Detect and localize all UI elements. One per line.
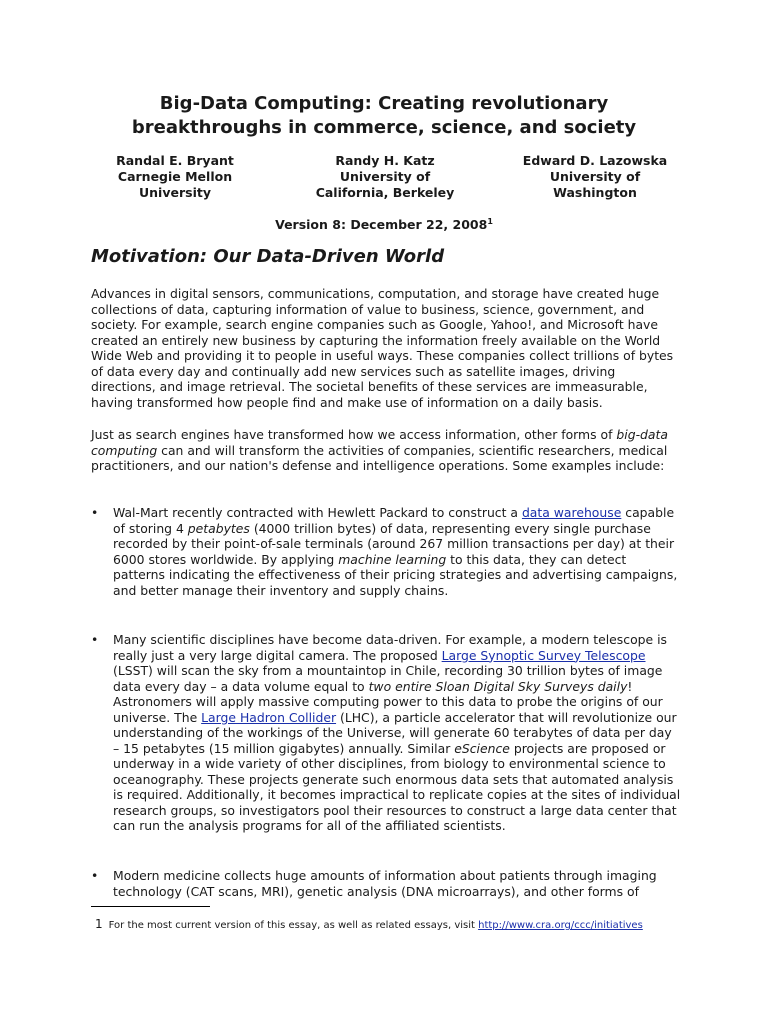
version-text: Version 8: December 22, 2008: [275, 217, 488, 233]
emphasis-text: big-data computing: [91, 427, 668, 458]
emphasis-text: eScience: [454, 740, 510, 756]
section-heading: Motivation: Our Data-Driven World: [91, 246, 445, 267]
list-item-walmart: [91, 505, 681, 598]
footnote-number: 1: [95, 917, 103, 931]
author-block: [295, 153, 475, 201]
emphasis-text: machine learning: [338, 551, 447, 567]
link-lhc[interactable]: Large Hadron Collider: [201, 709, 337, 725]
version-line: [0, 217, 768, 232]
author-list: [85, 153, 685, 201]
list-item-text: [113, 632, 681, 834]
paragraph-text: Many scientific disciplines have become data-driven. For example, a modern telescope is really just a very large digital camera. The proposed: [113, 632, 667, 663]
footnote-text: For the most current version of this essay, as well as related essays, visit: [108, 920, 479, 931]
author-affiliation: California, Berkeley: [315, 185, 455, 200]
paragraph-text: (4000 trillion bytes) of data, representing every single purchase recorded by their point-of-sale terminals (around 267 million transactions per day) at their 6000 stores worldwide. By applying: [113, 520, 675, 567]
author-affiliation: University of: [339, 169, 431, 184]
paragraph-intro: Advances in digital sensors, communications, computation, and storage have created huge collections of data, capturing information of value to business, science, government, and society. For example, search engine companies such as Google, Yahoo!, and Microsoft have created an entirely new business by capturing the information freely available on the World Wide Web and providing it to people in useful ways. These companies collect trillions of bytes of data every day and continually add new services such as satellite images, driving directions, and image retrieval. The societal benefits of these services are immeasurable, having transformed how people find and make use of information on a daily basis.: [91, 286, 674, 410]
list-item-science: [91, 632, 681, 834]
author-affiliation: University: [139, 185, 211, 200]
author-affiliation: Washington: [553, 185, 637, 200]
paragraph-text: (LHC), a particle accelerator that will revolutionize our understanding of the workings of the Universe, will generate 60 terabytes of data per day – 15 petabytes (15 million gigabytes) annually. Similar: [113, 709, 677, 756]
paragraph-text: can and will transform the activities of companies, scientific researchers, medical practitioners, and our nation's defense and intelligence operations. Some examples include:: [91, 442, 668, 473]
link-cra-initiatives[interactable]: http://www.cra.org/ccc/initiatives: [478, 920, 643, 931]
list-item-text: Modern medicine collects huge amounts of information about patients through imaging technology (CAT scans, MRI), genetic analysis (DNA microarrays), and other forms of: [113, 868, 657, 899]
footnote: [95, 917, 643, 931]
title-line-1: Big-Data Computing: Creating revolutionary: [159, 93, 609, 114]
paragraph-text: ! Astronomers will apply massive computing power to this data to probe the origins of our universe. The: [113, 678, 663, 725]
author-block: [85, 153, 265, 201]
link-lsst[interactable]: Large Synoptic Survey Telescope: [441, 647, 646, 663]
title-line-2: breakthroughs in commerce, science, and society: [131, 117, 637, 138]
bullet-icon: •: [91, 632, 99, 647]
footnote-divider: [91, 906, 210, 907]
emphasis-text: petabytes: [187, 520, 250, 536]
paragraph-text: projects are proposed or underway in a wide variety of other disciplines, from biology to environmental science to oceanography. These projects generate such enormous data sets that automated analysis is required. Additionally, it becomes impractical to replicate copies at the sites of individual research groups, so investigators pool their resources to construct a large data center that can run the analysis programs for all of the affiliated scientists.: [113, 740, 681, 833]
paragraph-text: Just as search engines have transformed how we access information, other forms of: [91, 427, 617, 442]
list-item-medicine: [91, 868, 681, 899]
author-name: Randy H. Katz: [335, 153, 435, 168]
paragraph-text: to this data, they can detect patterns indicating the effectiveness of their pricing strategies and advertising campaigns, and better manage their inventory and supply chains.: [113, 551, 678, 598]
list-item-text: [113, 505, 681, 598]
paragraph-text: capable of storing 4: [113, 505, 675, 536]
link-data-warehouse[interactable]: data warehouse: [521, 505, 622, 520]
author-name: Edward D. Lazowska: [522, 153, 668, 168]
emphasis-text: two entire Sloan Digital Sky Surveys daily: [368, 678, 628, 694]
paragraph-big-data: [91, 427, 681, 474]
author-name: Randal E. Bryant: [116, 153, 234, 168]
author-affiliation: University of: [549, 169, 641, 184]
paragraph-text: Wal-Mart recently contracted with Hewlett Packard to construct a: [113, 505, 522, 520]
footnote-marker: 1: [487, 217, 493, 226]
author-affiliation: Carnegie Mellon: [117, 169, 233, 184]
bullet-icon: •: [91, 868, 99, 883]
bullet-icon: •: [91, 505, 99, 520]
author-block: [505, 153, 685, 201]
document-title: [100, 92, 668, 140]
paragraph-text: (LSST) will scan the sky from a mountaintop in Chile, recording 30 trillion bytes of image data every day – a data volume equal to: [113, 663, 663, 694]
